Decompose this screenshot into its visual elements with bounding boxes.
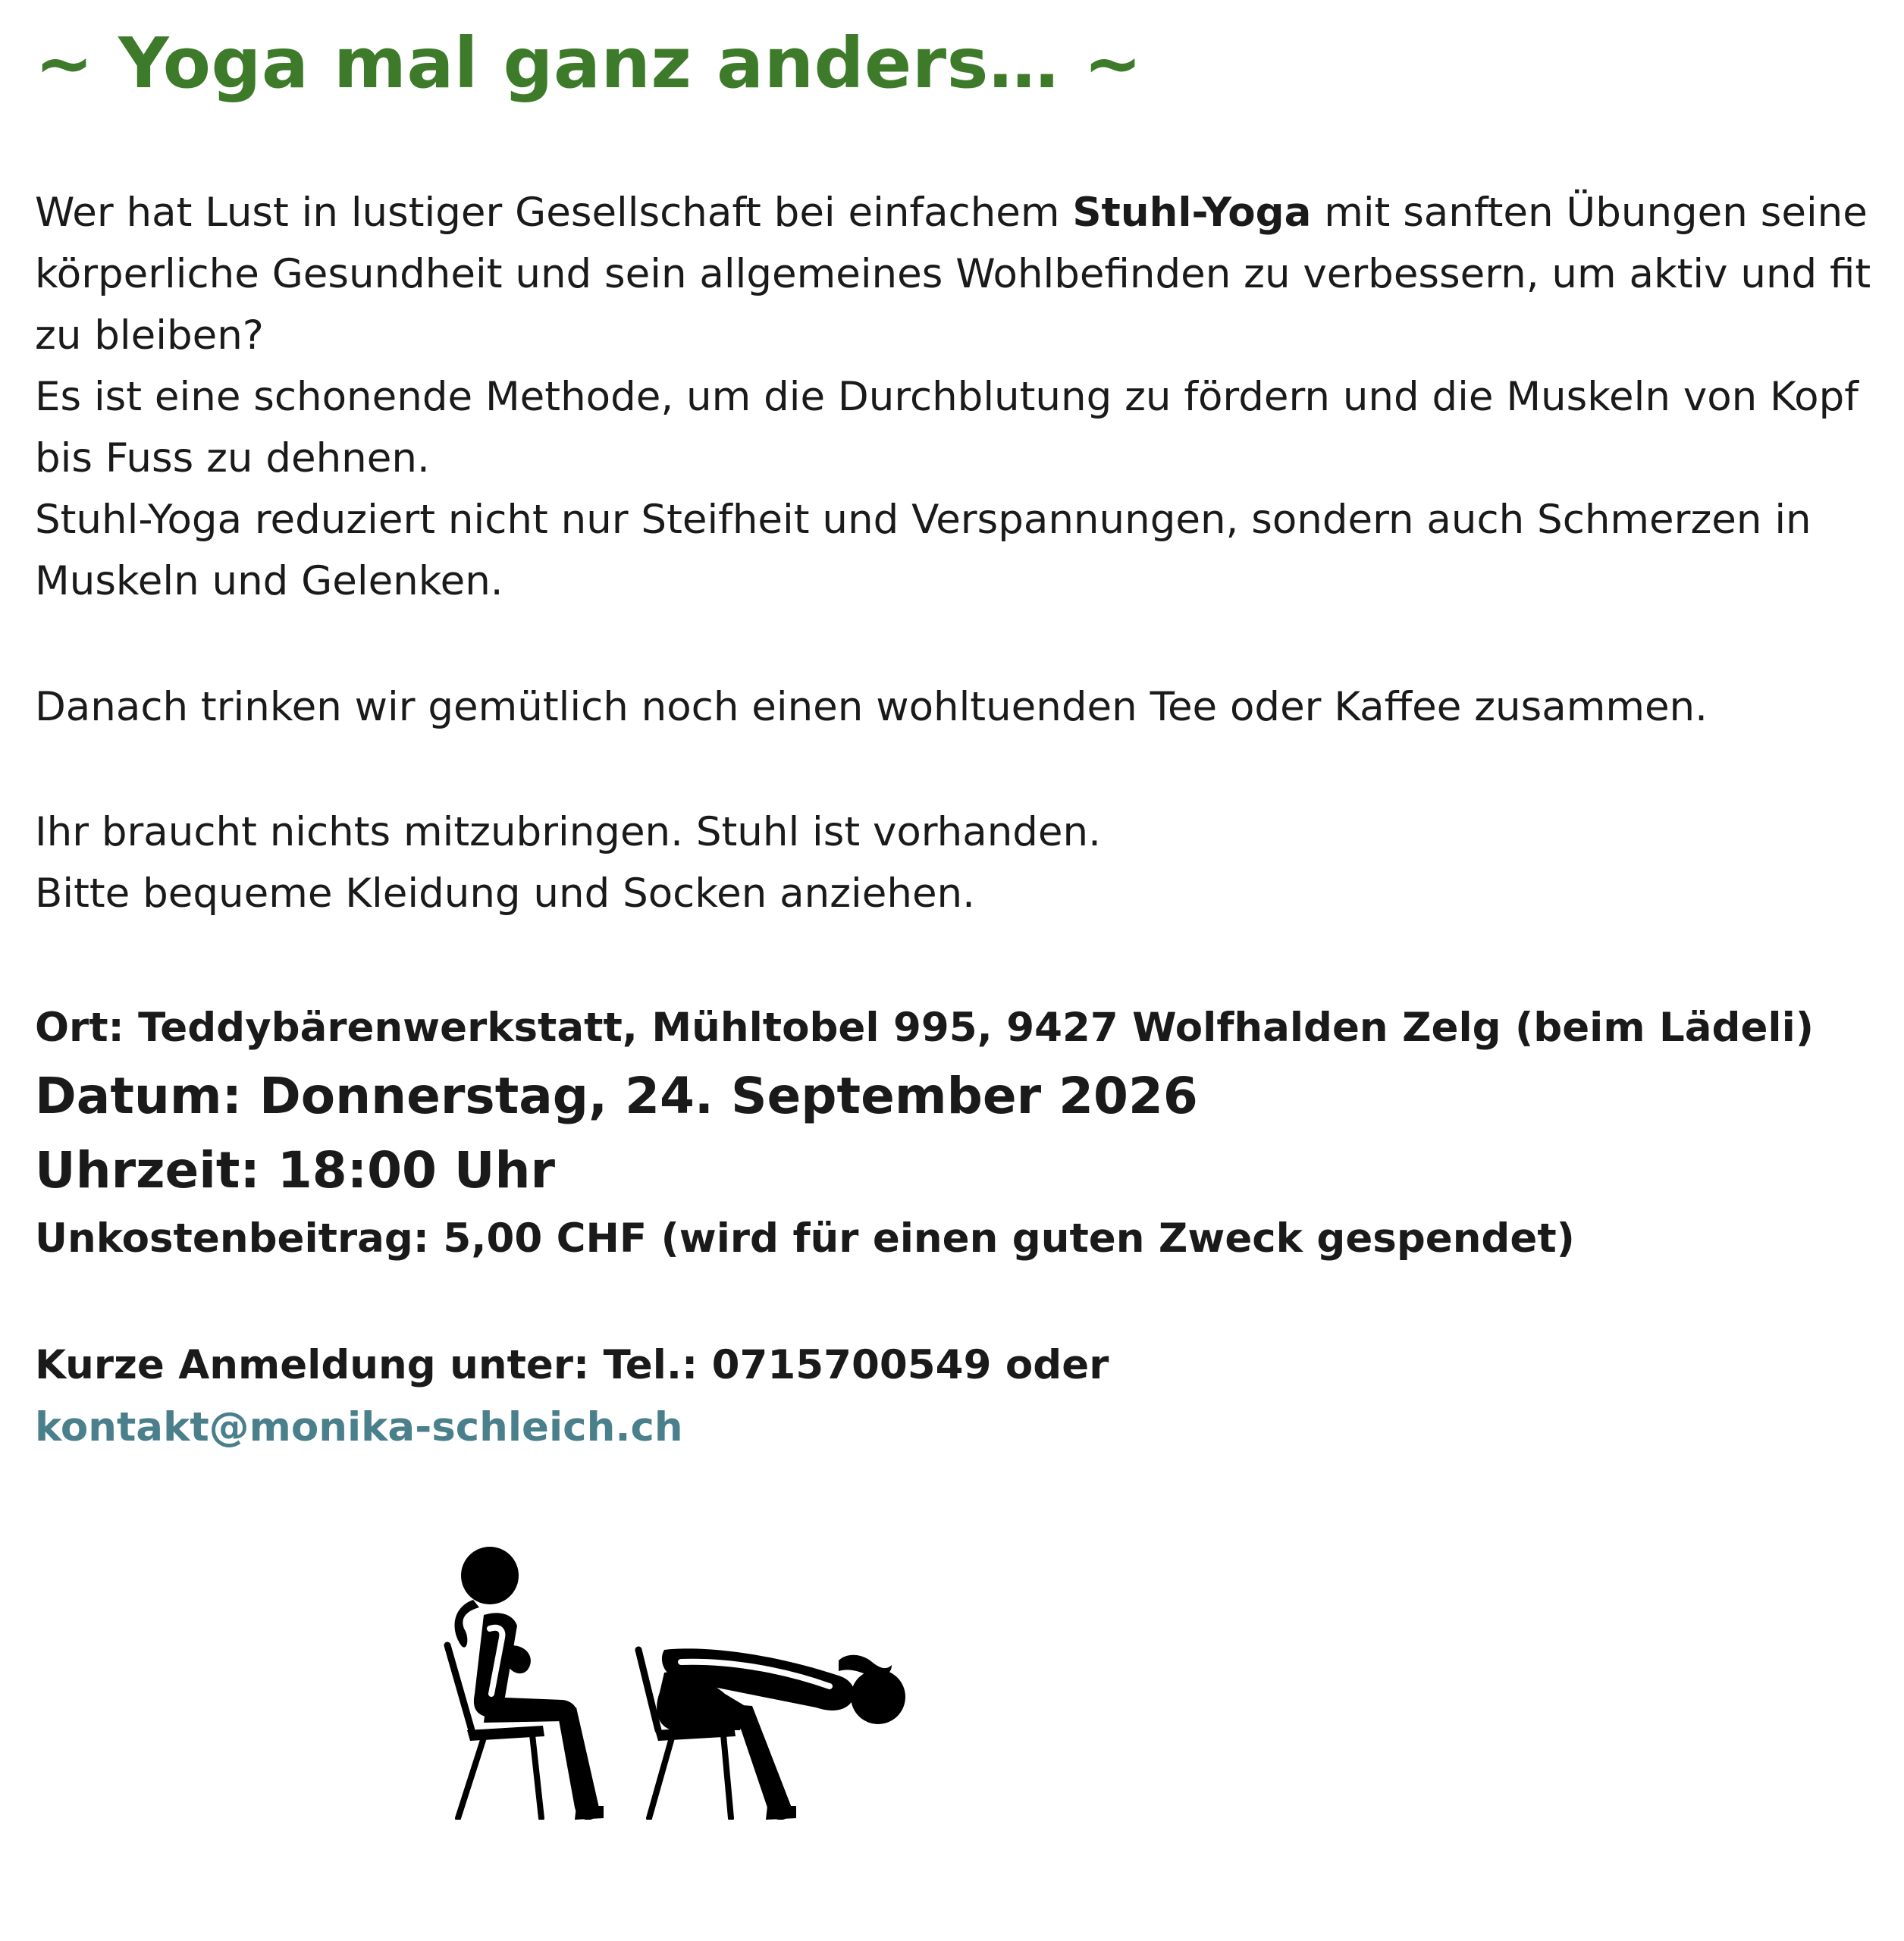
intro-paragraph-1: [35, 182, 1885, 366]
email-link[interactable]: kontakt@monika-schleich.ch: [35, 1404, 683, 1450]
date-info: Datum: Donnerstag, 24. September 2026: [35, 1067, 1198, 1125]
chair-yoga-illustration: [414, 1532, 930, 1820]
time-info: Uhrzeit: 18:00 Uhr: [35, 1141, 556, 1199]
registration-info: Kurze Anmeldung unter: Tel.: 0715700549 oder: [35, 1342, 1109, 1388]
cost-info: Unkostenbeitrag: 5,00 CHF (wird für einen guten Zweck gespendet): [35, 1215, 1575, 1262]
intro-text-end: mit sanften Übungen seine körperliche Gesundheit und sein allgemeines Wohlbefinden zu verbessern, um aktiv und fit zu bleiben?: [35, 190, 1871, 359]
intro-paragraph-2: Es ist eine schonende Methode, um die Durchblutung zu fördern und die Muskeln von Kopf bis Fuss zu dehnen.: [35, 374, 1859, 481]
location-info: Ort: Teddybärenwerkstatt, Mühltobel 995, 9427 Wolfhalden Zelg (beim Lädeli): [35, 1005, 1814, 1051]
bring-line-2: Bitte bequeme Kleidung und Socken anziehen.: [35, 870, 975, 917]
intro-text: [35, 182, 1885, 612]
page-title: ~ Yoga mal ganz anders… ~: [35, 23, 1143, 104]
bring-line-1: Ihr braucht nichts mitzubringen. Stuhl ist vorhanden.: [35, 809, 1101, 855]
forward-bend-chair-yoga-figure-icon: [638, 1648, 905, 1820]
bring-paragraph: [35, 801, 1101, 924]
seated-chair-yoga-figure-icon: [447, 1547, 604, 1820]
intro-paragraph-3: Stuhl-Yoga reduziert nicht nur Steifheit und Verspannungen, sondern auch Schmerzen in Muskeln und Gelenken.: [35, 497, 1811, 604]
tea-paragraph: Danach trinken wir gemütlich noch einen wohltuenden Tee oder Kaffee zusammen.: [35, 684, 1708, 730]
intro-text-start: Wer hat Lust in lustiger Gesellschaft bei einfachem: [35, 190, 1073, 236]
intro-highlight-stuhl-yoga: Stuhl-Yoga: [1072, 190, 1312, 236]
